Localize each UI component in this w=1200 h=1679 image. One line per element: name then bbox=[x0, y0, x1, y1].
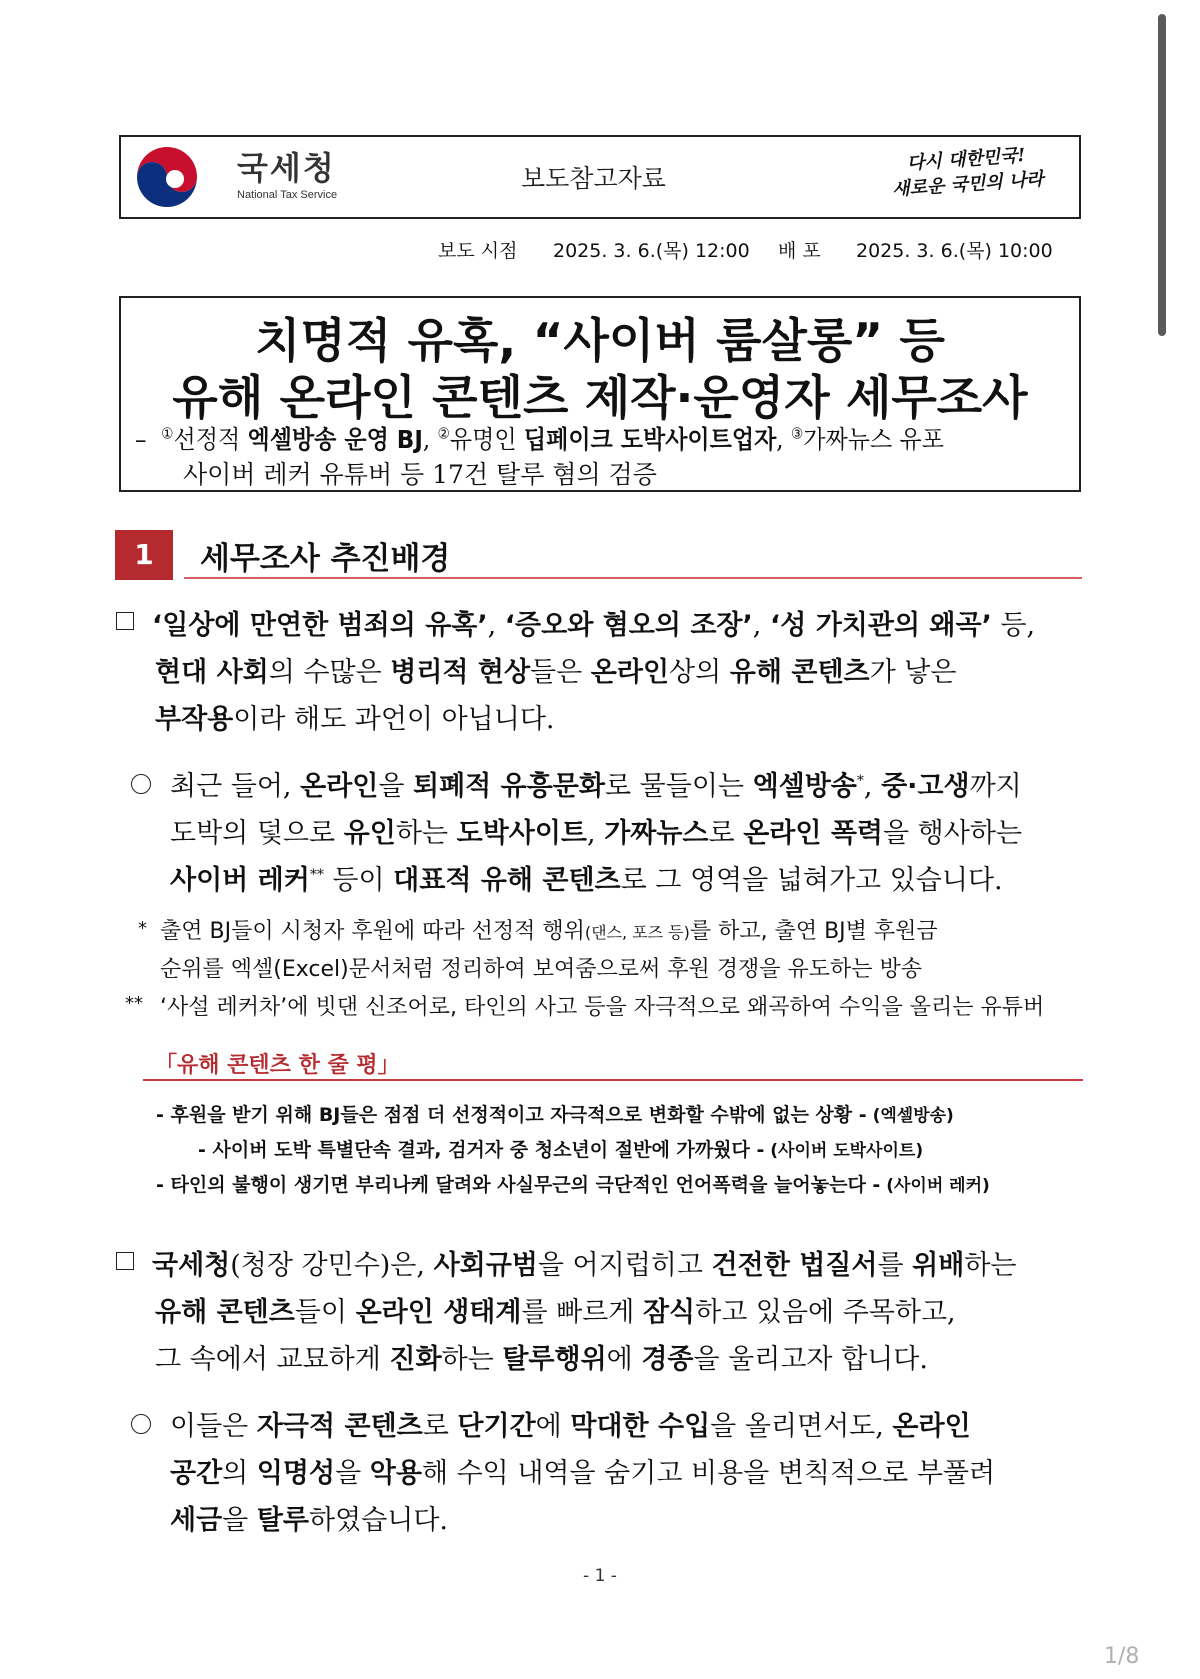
press-header bbox=[119, 135, 1081, 219]
paragraph-1-line-3: 부작용이라 해도 과언이 아닙니다. bbox=[155, 704, 555, 735]
paragraph-1-line-1: ‘일상에 만연한 범죄의 유혹’, ‘증오와 혐오의 조장’, ‘성 가치관의 왜곡’ 등, bbox=[152, 610, 1036, 641]
review-quote-3: - 타인의 불행이 생기면 부리나케 달려와 사실무근의 극단적인 언어폭력을 늘어놓는다 - (사이버 레커) bbox=[156, 1174, 990, 1196]
nts-logo-icon bbox=[135, 145, 199, 209]
page-counter: 1/8 bbox=[1104, 1644, 1140, 1669]
release-time-label: 보도 시점 bbox=[438, 240, 518, 262]
page-number: - 1 - bbox=[583, 1566, 617, 1586]
paragraph-3-line-3: 그 속에서 교묘하게 진화하는 탈루행위에 경종을 울리고자 합니다. bbox=[155, 1344, 928, 1375]
distribute-time-value: 2025. 3. 6.(목) 10:00 bbox=[856, 240, 1053, 262]
paragraph-4-line-3: 세금을 탈루하였습니다. bbox=[170, 1505, 449, 1536]
headline-line-2: 유해 온라인 콘텐츠 제작·운영자 세무조사 bbox=[172, 371, 1028, 426]
square-bullet-icon bbox=[116, 612, 134, 630]
headline-box bbox=[119, 296, 1081, 492]
square-bullet-icon bbox=[116, 1252, 134, 1270]
paragraph-2-line-1: 최근 들어, 온라인을 퇴폐적 유흥문화로 물들이는 엑셀방송*, 중·고생까지 bbox=[170, 771, 1022, 802]
footnote-2-line-1: ‘사설 레커차’에 빗댄 신조어로, 타인의 사고 등을 자극적으로 왜곡하여 수익을 올리는 유튜버 bbox=[160, 995, 1045, 1020]
subheadline-line-1: – ①선정적 엑셀방송 운영 BJ, ②유명인 딥페이크 도박사이트업자, ③가짜뉴스 유포 bbox=[135, 424, 944, 454]
footnote-1-line-1: 출연 BJ들이 시청자 후원에 따라 선정적 행위(댄스, 포즈 등)를 하고, 출연 BJ별 후원금 bbox=[160, 919, 938, 944]
distribute-label: 배 포 bbox=[778, 240, 821, 262]
footnote-1-mark: * bbox=[138, 918, 147, 939]
footnote-1-line-2: 순위를 엑셀(Excel)문서처럼 정리하여 보여줌으로써 후원 경쟁을 유도하는 방송 bbox=[160, 957, 922, 982]
review-quote-1: - 후원을 받기 위해 BJ들은 점점 더 선정적이고 자극적으로 변화할 수밖에 없는 상황 - (엑셀방송) bbox=[156, 1104, 954, 1126]
paragraph-4-line-1: 이들은 자극적 콘텐츠로 단기간에 막대한 수입을 올리면서도, 온라인 bbox=[170, 1411, 971, 1442]
footnote-2-mark: ** bbox=[125, 993, 143, 1014]
review-box-rule bbox=[143, 1079, 1083, 1081]
release-type: 보도참고자료 bbox=[521, 164, 666, 193]
logo-korean-text: 국세청 bbox=[237, 149, 336, 187]
subheadline-line-2: 사이버 레커 유튜버 등 17건 탈루 혐의 검증 bbox=[183, 460, 657, 489]
release-time-value: 2025. 3. 6.(목) 12:00 bbox=[553, 240, 750, 262]
section-number: 1 bbox=[115, 530, 173, 580]
circle-bullet-icon bbox=[131, 1414, 151, 1434]
paragraph-3-line-2: 유해 콘텐츠들이 온라인 생태계를 빠르게 잠식하고 있음에 주목하고, bbox=[155, 1297, 956, 1328]
slogan-line-2: 새로운 국민의 나라 bbox=[891, 168, 1045, 201]
review-box-title: 「유해 콘텐츠 한 줄 평」 bbox=[155, 1053, 400, 1078]
circle-bullet-icon bbox=[131, 774, 151, 794]
slogan-line-1: 다시 대한민국! bbox=[906, 144, 1026, 175]
paragraph-4-line-2: 공간의 익명성을 악용해 수익 내역을 숨기고 비용을 변칙적으로 부풀려 bbox=[170, 1458, 996, 1489]
paragraph-1-line-2: 현대 사회의 수많은 병리적 현상들은 온라인상의 유해 콘텐츠가 낳은 bbox=[155, 657, 957, 688]
scrollbar-thumb[interactable] bbox=[1158, 14, 1166, 336]
headline-line-1: 치명적 유혹, “사이버 룸살롱” 등 bbox=[255, 314, 945, 369]
logo-english-text: National Tax Service bbox=[237, 189, 338, 201]
review-quote-2: - 사이버 도박 특별단속 결과, 검거자 중 청소년이 절반에 가까웠다 - (사이버 도박사이트) bbox=[198, 1139, 924, 1161]
section-underline bbox=[184, 577, 1082, 579]
paragraph-2-line-2: 도박의 덫으로 유인하는 도박사이트, 가짜뉴스로 온라인 폭력을 행사하는 bbox=[170, 818, 1022, 849]
handwritten-slogan bbox=[865, 140, 1068, 204]
paragraph-2-line-3: 사이버 레커** 등이 대표적 유해 콘텐츠로 그 영역을 넓혀가고 있습니다. bbox=[170, 865, 1003, 896]
paragraph-3-line-1: 국세청(청장 강민수)은, 사회규범을 어지럽히고 건전한 법질서를 위배하는 bbox=[152, 1250, 1017, 1281]
section-title: 세무조사 추진배경 bbox=[200, 541, 451, 577]
